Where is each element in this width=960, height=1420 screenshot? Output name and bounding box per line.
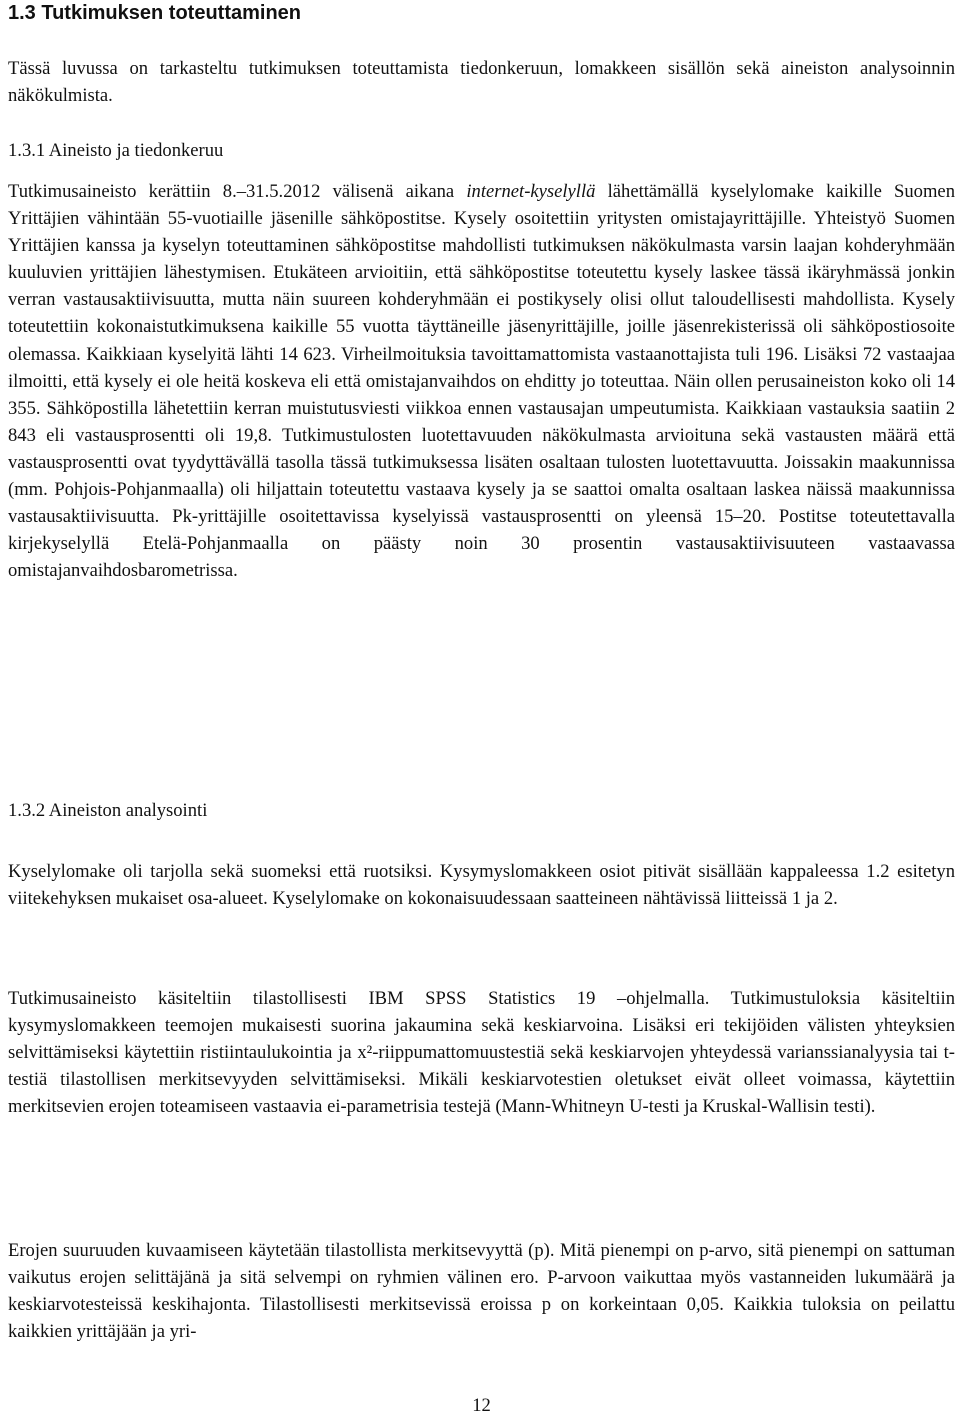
page-number: 12 <box>472 1395 491 1416</box>
analysis-paragraph-1: Kyselylomake oli tarjolla sekä suomeksi että ruotsiksi. Kysymyslomakkeen osiot pitivät sisällään kappaleessa 1.2 esitetyn viitekehyksen mukaiset osa-alueet. Kyselylomake on kokonaisuudessaan saatteineen nähtävissä liitteissä 1 ja 2. <box>8 861 955 910</box>
paragraph-text-italic: internet-kyselyllä <box>466 181 596 202</box>
data-collection-paragraph <box>8 178 955 584</box>
section-heading: 1.3 Tutkimuksen toteuttaminen <box>8 2 302 24</box>
subsection-heading-1: 1.3.1 Aineisto ja tiedonkeruu <box>8 140 224 161</box>
paragraph-text-c: lähettämällä kyselylomake kaikille Suomen Yrittäjien vähintään 55-vuotiaille jäsenille sähköpostitse. Kysely osoitettiin yritysten omistajayrittäjille. Yhteistyö Suomen Yrittäjien kanssa ja kyselyn toteuttaminen sähköpostitse mahdollisti tutkimuksen näkökulmasta varsin laajan kohderyhmään kuuluvien yrittäjien lähestymisen. Etukäteen arvioitiin, että sähköpostitse toteutettu kysely laskee tässä ikäryhmässä jonkin verran vastausaktiivisuutta, mutta näin suureen kohderyhmään ei postikysely olisi ollut taloudellisesti mahdollista. Kysely toteutettiin kokonaistutkimuksena kaikille 55 vuotta täyttäneille jäsenyrittäjille, joille jäsenrekisterissä oli sähköpostiosoite olemassa. Kaikkiaan kyselyitä lähti 14 623. Virheilmoituksia tavoittamattomista vastaanottajista tuli 196. Lisäksi 72 vastaajaa ilmoitti, että kysely ei ole heitä koskeva eli että omistajanvaihdos on ehditty jo toteuttaa. Näin ollen perusaineiston koko oli 14 355. Sähköpostilla lähetettiin kerran muistutusviesti viikkoa ennen vastausajan umpeutumista. Kaikkiaan vastauksia saatiin 2 843 eli vastausprosentti oli 19,8. Tutkimustulosten luotettavuuden näkökulmasta arvioituna sekä vastausten määrä että vastausprosentti ovat tyydyttävällä tasolla tässä tutkimuksessa lisäten osaltaan tulosten luotettavuutta. Joissakin maakunnissa (mm. Pohjois-Pohjanmaalla) oli hiljattain toteutettu vastaava kysely ja se saattoi omalta osaltaan laskea näissä maakunnissa vastausaktiivisuutta. Pk-yrittäjille osoitettavissa kyselyissä vastausprosentti on yleensä 15–20. Postitse toteutettavalla kirjekyselyllä Etelä-Pohjanmaalla on päästy noin 30 prosentin vastausaktiivisuuteen vastaavassa omistajanvaihdosbarometrissa. <box>8 181 955 582</box>
paragraph-text-a: Tutkimusaineisto kerättiin 8.–31.5.2012 välisenä aikana <box>8 181 467 202</box>
analysis-paragraph-2: Tutkimusaineisto käsiteltiin tilastollisesti IBM SPSS Statistics 19 –ohjelmalla. Tutkimustuloksia käsiteltiin kysymyslomakkeen teemojen mukaisesti suorina jakaumina sekä keskiarvoina. Lisäksi eri tekijöiden välisten yhteyksien selvittämiseksi käytettiin ristiintaulukointia ja x²-riippumattomuustestiä sekä keskiarvojen yhteydessä varianssianalyysia tai t-testiä tilastollisen merkitsevyyden selvittämiseksi. Mikäli keskiarvotestien oletukset eivät olleet voimassa, käytettiin merkitsevien erojen toteamiseen vastaavia ei-parametrisia testejä (Mann-Whitneyn U-testi ja Kruskal-Wallisin testi). <box>8 988 955 1118</box>
analysis-paragraph-3: Erojen suuruuden kuvaamiseen käytetään tilastollista merkitsevyyttä (p). Mitä pienempi on p-arvo, sitä pienempi on sattuman vaikutus erojen selittäjänä ja sitä selvempi on ryhmien välinen ero. P-arvoon vaikuttaa myös vastanneiden lukumäärä ja keskiarvotesteissä keskihajonta. Tilastollisesti merkitsevissä eroissa p on korkeintaan 0,05. Kaikkia tuloksia on peilattu kaikkien yrittäjään ja yri- <box>8 1240 955 1343</box>
intro-paragraph: Tässä luvussa on tarkasteltu tutkimuksen toteuttamista tiedonkeruun, lomakkeen sisällön sekä aineiston analysoinnin näkökulmista. <box>8 58 955 107</box>
subsection-heading-2: 1.3.2 Aineiston analysointi <box>8 800 208 821</box>
